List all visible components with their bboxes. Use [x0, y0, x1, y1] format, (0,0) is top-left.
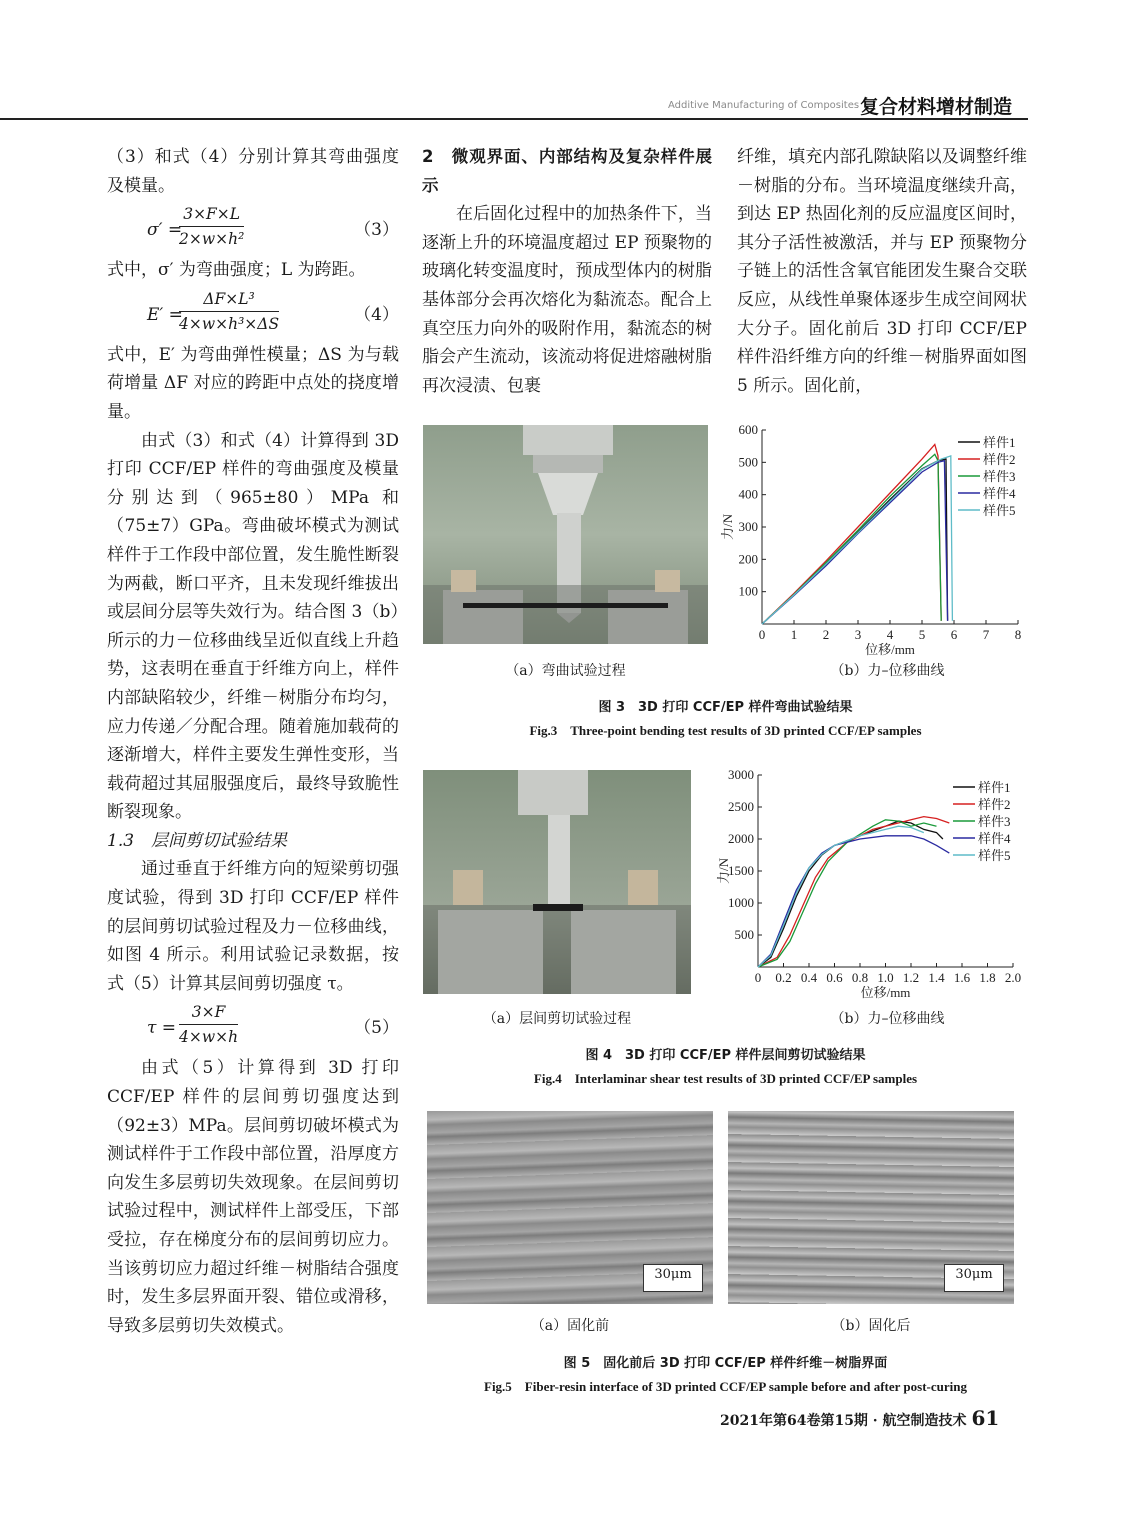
y-tick-label: 2000 [728, 831, 754, 846]
paragraph: 通过垂直于纤维方向的短梁剪切强度试验，得到 3D 打印 CCF/EP 样件的层间剪切试验过程及力－位移曲线，如图 4 所示。利用试验记录数据，按式（5）计算其层间剪切强度 τ。 [107, 859, 399, 994]
y-tick-label: 300 [738, 519, 758, 534]
x-tick-label: 6 [950, 627, 958, 642]
section-heading: 2 微观界面、内部结构及复杂样件展示 [422, 147, 712, 195]
x-tick-label: 0.6 [826, 970, 843, 985]
y-tick-label: 500 [738, 454, 758, 470]
fig3b-caption: （b）力–位移曲线 [830, 663, 945, 679]
x-tick-label: 0.4 [800, 970, 818, 985]
legend-label: 样件1 [978, 780, 1011, 795]
equation-5 [107, 998, 399, 1054]
equation-3 [107, 200, 399, 256]
series-line-2 [762, 445, 941, 625]
fig3-force-displacement-chart [718, 422, 1030, 662]
x-tick-label: 0.2 [775, 970, 792, 985]
equation-lhs: E′ = [147, 304, 183, 325]
x-tick-label: 1.4 [928, 970, 945, 985]
equation-number: （4） [354, 304, 399, 325]
equation-denominator: 4×w×h [179, 1028, 239, 1047]
page-number: 61 [971, 1406, 1000, 1430]
header-rule [0, 118, 1028, 120]
fig5b-caption: （b）固化后 [831, 1318, 911, 1334]
journal-name-cn: 复合材料增材制造 [860, 96, 1013, 118]
fig5a-caption: （a）固化前 [530, 1318, 610, 1334]
x-axis-label: 位移/mm [860, 985, 911, 1000]
y-tick-label: 3000 [728, 767, 754, 782]
equation-numerator: 3×F [179, 1000, 238, 1025]
series-line-4 [758, 836, 949, 967]
x-tick-label: 2.0 [1004, 970, 1022, 985]
y-tick-label: 1000 [728, 895, 754, 910]
equation-4 [107, 285, 399, 341]
x-tick-label: 8 [1014, 627, 1022, 642]
subsection-heading: 1.3 层间剪切试验结果 [107, 830, 288, 851]
fig5-caption-cn: 图 5 固化前后 3D 打印 CCF/EP 样件纤维－树脂界面 [563, 1356, 888, 1371]
x-tick-label: 1.2 [902, 970, 920, 985]
text-column-2 [422, 143, 712, 400]
shear-test-photo [423, 770, 691, 994]
equation-number: （3） [354, 220, 399, 241]
legend-label: 样件4 [983, 486, 1016, 501]
x-tick-label: 1.8 [979, 970, 996, 985]
legend-label: 样件1 [983, 435, 1016, 450]
sem-before-curing [427, 1111, 713, 1304]
fig4-force-displacement-chart [718, 766, 1030, 1004]
x-tick-label: 1.0 [877, 970, 894, 985]
y-tick-label: 2500 [728, 799, 754, 814]
y-tick-label: 1500 [728, 863, 754, 878]
x-tick-label: 1.6 [953, 970, 971, 985]
equation-numerator: ΔF×L³ [179, 287, 279, 312]
y-tick-label: 600 [738, 422, 758, 437]
fig3-caption-en: Fig.3 Three-point bending test results of 3D printed CCF/EP samples [529, 723, 922, 738]
y-tick-label: 500 [734, 927, 754, 942]
paragraph: （3）和式（4）分别计算其弯曲强度及模量。 [107, 147, 399, 196]
y-tick-label: 400 [738, 486, 758, 502]
paragraph: 式中，σ′ 为弯曲强度；L 为跨距。 [107, 260, 366, 281]
fig4-caption-en: Fig.4 Interlaminar shear test results of 3D printed CCF/EP samples [533, 1071, 918, 1086]
footer-issue: 2021年第64卷第15期 · 航空制造技术 [720, 1413, 967, 1429]
fig4a-caption: （a）层间剪切试验过程 [482, 1011, 632, 1027]
x-tick-label: 4 [886, 627, 894, 642]
x-tick-label: 1 [790, 627, 798, 642]
fig5-caption-en: Fig.5 Fiber-resin interface of 3D printed CCF/EP sample before and after post-curing [484, 1379, 967, 1394]
equation-lhs: τ = [147, 1018, 177, 1039]
y-axis-label: 力/N [720, 513, 735, 541]
x-tick-label: 3 [854, 627, 862, 642]
fig3a-caption: （a）弯曲试验过程 [505, 663, 626, 679]
legend-label: 样件5 [978, 848, 1011, 863]
legend-label: 样件3 [978, 814, 1011, 829]
equation-denominator: 4×w×h³×ΔS [179, 314, 280, 333]
x-tick-label: 2 [822, 627, 830, 642]
x-tick-label: 5 [918, 627, 926, 642]
y-axis-label: 力/N [716, 857, 731, 885]
series-line-1 [758, 821, 943, 967]
legend-label: 样件2 [978, 797, 1011, 812]
legend-label: 样件5 [983, 503, 1016, 518]
paragraph: 纤维，填充内部孔隙缺陷以及调整纤维－树脂的分布。当环境温度继续升高，到达 EP 热固化剂的反应温度区间时，其分子活性被激活，并与 EP 预聚物分子链上的活性含氧官能团发生聚合交联反应，从线性单聚体逐步生成空间网状大分子。固化前后 3D 打印 CCF/EP 样件沿纤维方向的纤维－树脂界面如图 5 所示。固化前， [737, 147, 1027, 396]
x-tick-label: 7 [982, 627, 990, 642]
x-tick-label: 0 [758, 627, 766, 642]
text-column-3 [737, 143, 1027, 400]
x-tick-label: 0.8 [851, 970, 869, 985]
journal-name-en: Additive Manufacturing of Composites [668, 100, 860, 111]
paragraph: 由式（3）和式（4）计算得到 3D 打印 CCF/EP 样件的弯曲强度及模量分别达到（965±80）MPa 和（75±7）GPa。弯曲破坏模式为测试样件于工作段中部位置，发生脆性断裂为两截，断口平齐，且未发现纤维拔出或层间分层等失效行为。结合图 3（b）所示的力－位移曲线呈近似直线上升趋势，这表明在垂直于纤维方向上，样件内部缺陷较少，纤维－树脂分布均匀，应力传递／分配合理。随着施加载荷的逐渐增大，样件主要发生弹性变形，当载荷超过其屈服强度后，最终导致脆性断裂现象。 [107, 430, 399, 823]
text-column-1 [107, 143, 399, 1340]
equation-denominator: 2×w×h² [179, 230, 245, 249]
scale-bar: 30μm [944, 1264, 1004, 1292]
legend-label: 样件3 [983, 469, 1016, 484]
equation-lhs: σ′ = [147, 220, 183, 241]
sem-after-curing [728, 1111, 1014, 1304]
fig4b-caption: （b）力–位移曲线 [830, 1011, 945, 1027]
y-tick-label: 100 [738, 583, 758, 599]
equation-numerator: 3×F×L [179, 202, 244, 227]
legend-label: 样件4 [978, 831, 1011, 846]
paragraph: 式中，E′ 为弯曲弹性模量；ΔS 为与载荷增量 ΔF 对应的跨距中点处的挠度增量。 [107, 344, 399, 422]
series-line-5 [762, 456, 952, 624]
legend-label: 样件2 [983, 452, 1016, 467]
fig4-caption-cn: 图 4 3D 打印 CCF/EP 样件层间剪切试验结果 [585, 1048, 866, 1063]
paragraph: 在后固化过程中的加热条件下，当逐渐上升的环境温度超过 EP 预聚物的玻璃化转变温度时，预成型体内的树脂基体部分会再次熔化为黏流态。配合上真空压力向外的吸附作用，黏流态的树脂会产生流动，该流动将促进熔融树脂再次浸渍、包裹 [422, 204, 712, 396]
fig3-caption-cn: 图 3 3D 打印 CCF/EP 样件弯曲试验结果 [598, 700, 853, 715]
y-tick-label: 200 [738, 551, 758, 567]
x-tick-label: 0 [754, 970, 762, 985]
scale-bar: 30μm [643, 1264, 703, 1292]
series-line-2 [758, 817, 949, 967]
paragraph: 由式（5）计算得到 3D 打印 CCF/EP 样件的层间剪切强度达到（92±3）MPa。层间剪切破坏模式为测试样件于工作段中部位置，沿厚度方向发生多层剪切失效现象。在层间剪切试验过程中，测试样件上部受压，下部受拉，存在梯度分布的层间剪切应力。当该剪切应力超过纤维－树脂结合强度时，发生多层界面开裂、错位或滑移，导致多层剪切失效模式。 [107, 1058, 399, 1336]
bending-test-photo [423, 425, 708, 644]
equation-number: （5） [354, 1018, 399, 1039]
x-axis-label: 位移/mm [865, 642, 915, 657]
page-footer [720, 1406, 999, 1430]
